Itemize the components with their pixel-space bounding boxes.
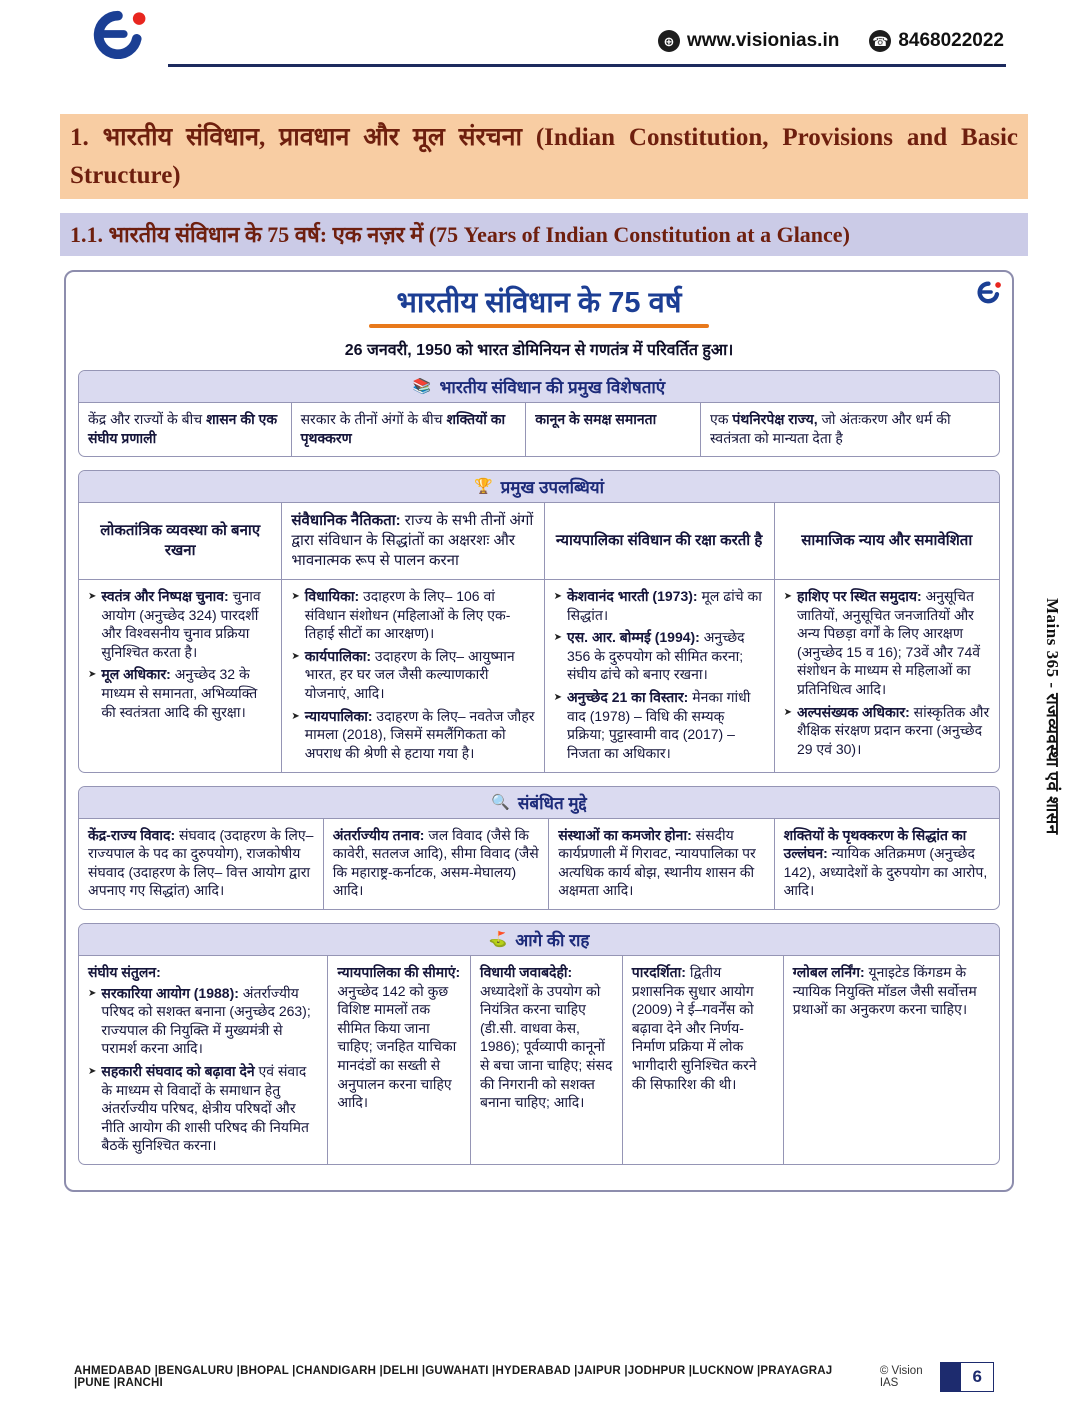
lead-text: सरकारिया आयोग (1988): — [101, 984, 243, 1001]
section-body — [79, 403, 999, 456]
body-text: मेनका गांधी वाद (1978) – विधि की सम्यक् प्रक्रिया; पुट्टास्वामी वाद (2017) – निजता का अधिकार। — [566, 689, 751, 761]
text-segment: न्यायपालिका संविधान की रक्षा करती है — [555, 532, 763, 550]
column-headers — [79, 503, 999, 580]
bullet-item — [88, 1062, 318, 1155]
bullet-item — [291, 647, 534, 703]
text-segment: एक — [709, 411, 733, 427]
info-cell — [700, 403, 999, 456]
bullet-arrow-icon: ➤ — [291, 710, 300, 722]
column-header — [544, 503, 774, 579]
bullet-arrow-icon: ➤ — [553, 591, 562, 603]
bullet-arrow-icon: ➤ — [553, 692, 562, 704]
page-footer — [74, 1362, 994, 1392]
text-segment: शासन की एक संघीय प्रणाली — [88, 411, 278, 446]
column-header-text — [556, 531, 762, 551]
bullet-text — [101, 665, 272, 721]
info-cell — [774, 819, 999, 909]
bullet-arrow-icon: ➤ — [291, 650, 300, 662]
info-cell — [544, 580, 774, 771]
lead-text: मूल अधिकार: — [101, 666, 175, 683]
body-text: अनुच्छेद 356 के दुरुपयोग को सीमित करना; संघीय ढांचे को बनाए रखना। — [566, 629, 745, 683]
section-title: संबंधित मुद्दे — [517, 793, 587, 813]
infographic — [64, 270, 1014, 1192]
lead-text: अंतर्राज्यीय तनाव: — [332, 826, 429, 843]
body-text: उदाहरण के लिए– नवतेज जौहर मामला (2018), जिसमें समलैंगिकता को अपराध की श्रेणी से हटाया गया है। — [304, 707, 535, 761]
column-header-text — [801, 531, 972, 551]
lead-text: विधायी जवाबदेही: — [479, 963, 573, 980]
info-cell — [79, 956, 327, 1164]
text-segment: जो अंतःकरण और धर्म की स्वतंत्रता को मान्यता देता है — [709, 411, 951, 446]
body-text: अनुच्छेद 32 के माध्यम से समानता, अभिव्यक्ति की स्वतंत्रता आदि की सुरक्षा। — [101, 666, 258, 720]
body-text: एवं संवाद के माध्यम से विवादों के समाधान हेतु अंतर्राज्यीय परिषद, क्षेत्रीय परिषदों और नीति आयोग की शासी परिषद की नियमित बैठकें सुनिश्चित करना। — [101, 1063, 309, 1154]
visionias-logo-mark — [86, 8, 148, 60]
bullet-item — [88, 665, 272, 721]
bullet-text — [797, 587, 990, 699]
body-text: सांस्कृतिक और शैक्षिक संरक्षण प्रदान करना (अनुच्छेद 29 एवं 30)। — [796, 703, 990, 757]
text-segment: केंद्र और राज्यों के बीच — [88, 411, 207, 427]
info-cell — [783, 956, 999, 1164]
section-wayforward — [78, 923, 1000, 1165]
info-cell — [548, 819, 773, 909]
info-cell — [622, 956, 783, 1164]
body-text: अंतर्राज्यीय परिषद को सशक्त बनाना (अनुच्छेद 263); राज्यपाल की नियुक्ति में मुख्यमंत्री से परामर्श करना आदि। — [101, 984, 311, 1057]
section-header-issues — [79, 787, 999, 819]
header-rule — [168, 64, 1006, 67]
bullet-item — [88, 984, 318, 1058]
text-segment: शक्तियों का पृथक्करण — [300, 411, 506, 446]
page-number-accent — [941, 1363, 961, 1391]
info-cell — [281, 580, 543, 771]
column-header — [79, 503, 281, 579]
phone-item — [869, 30, 1004, 52]
bullet-text — [305, 707, 535, 763]
lead-text: शक्तियों के पृथक्करण के सिद्धांत का उल्लंघन: — [783, 826, 967, 862]
cell-title: संघीय संतुलन: — [88, 963, 161, 980]
cell-text — [535, 410, 691, 429]
body-text: उदाहरण के लिए– 106 वां संविधान संशोधन (महिलाओं के लिए एक-तिहाई सीटों का आरक्षण)। — [304, 588, 511, 642]
lead-text: एस. आर. बोम्मई (1994): — [566, 629, 704, 646]
page-number-box — [940, 1362, 994, 1392]
bullet-text — [101, 984, 318, 1058]
visionias-logo — [86, 8, 148, 65]
text-segment: सरकार के तीनों अंगों के बीच — [300, 411, 447, 427]
info-cell — [327, 956, 470, 1164]
section-body — [79, 580, 999, 771]
flag-icon: ⛳ — [488, 930, 508, 948]
website-item — [658, 30, 839, 52]
bullet-item — [291, 587, 534, 643]
text-segment: पंथनिरपेक्ष राज्य, — [732, 411, 818, 427]
lead-text: न्यायपालिका की सीमाएं: — [337, 963, 461, 980]
bullet-item — [784, 587, 990, 699]
cell-text — [88, 826, 314, 900]
info-cell — [470, 956, 622, 1164]
body-text: संसदीय कार्यप्रणाली में गिरावट, न्यायपालिका पर अत्यधिक कार्य बोझ, स्थानीय शासन की अक्षमता आदि। — [558, 826, 756, 899]
trophy-icon: 🏆 — [473, 478, 493, 496]
section-header-features — [79, 371, 999, 403]
bullet-item — [291, 707, 534, 763]
text-segment: लोकतांत्रिक व्यवस्था को बनाए रखना — [100, 522, 261, 560]
bullet-text — [101, 587, 272, 661]
column-header-text — [88, 521, 272, 561]
info-cell — [79, 403, 291, 456]
section-issues — [78, 786, 1000, 910]
page-header — [0, 0, 1088, 74]
visionias-corner-logo — [974, 280, 1002, 309]
lead-text: ग्लोबल लर्निंग: — [792, 963, 869, 980]
body-text: अनुसूचित जातियों, अनुसूचित जनजातियों और अन्य पिछड़ा वर्गों के लिए आरक्षण (अनुच्छेद 15 व 16); 73वें और 74वें संशोधन के माध्यम से महिलाओं का प्रतिनिधित्व आदि। — [796, 588, 981, 698]
column-header — [774, 503, 999, 579]
bullet-text — [567, 628, 765, 684]
bullet-item — [88, 587, 272, 661]
footer-copyright: © Vision IAS — [879, 1365, 923, 1389]
section-body — [79, 819, 999, 909]
text-segment: संवैधानिक नैतिकता: — [291, 512, 405, 530]
info-cell — [774, 580, 999, 771]
info-cell — [79, 819, 323, 909]
section-achievements — [78, 470, 1000, 772]
section-heading-1: 1. भारतीय संविधान, प्रावधान और मूल संरचना (Indian Constitution, Provisions and Basic Structure) — [60, 114, 1028, 199]
books-icon: 📚 — [412, 378, 432, 395]
cell-text — [337, 963, 461, 1112]
contact-info — [658, 30, 1004, 52]
text-segment: राज्य के सभी तीनों अंगों द्वारा संविधान के सिद्धांतों का अक्षरशः और भावनात्मक रूप से पालन करना — [291, 512, 534, 570]
body-text: न्यायिक अतिक्रमण (अनुच्छेद 142), अध्यादेशों के दुरुपयोग का आरोप, आदि। — [783, 845, 988, 899]
cell-text — [710, 410, 990, 447]
lead-text: न्यायपालिका: — [304, 707, 377, 724]
bullet-arrow-icon: ➤ — [88, 669, 97, 681]
section-title: भारतीय संविधान की प्रमुख विशेषताएं — [439, 378, 666, 397]
bullet-text — [305, 647, 535, 703]
bullet-text — [567, 688, 765, 762]
bullet-text — [101, 1062, 318, 1155]
column-header-text — [291, 511, 534, 571]
section-heading-1-1: 1.1. भारतीय संविधान के 75 वर्ष: एक नज़र में (75 Years of Indian Constitution at a Glance) — [60, 213, 1028, 256]
infographic-sections — [78, 370, 1000, 1165]
cell-text — [88, 410, 282, 447]
bullet-arrow-icon: ➤ — [783, 591, 792, 603]
body-text: मूल ढांचे का सिद्धांत। — [566, 588, 762, 623]
lead-text: सहकारी संघवाद को बढ़ावा देने — [101, 1063, 259, 1079]
visionias-corner-logo-mark — [974, 280, 1002, 304]
info-cell — [323, 819, 548, 909]
section-header-achievements — [79, 471, 999, 503]
lead-text: केशवानंद भारती (1973): — [566, 588, 702, 605]
info-cell — [291, 403, 526, 456]
body-text: अध्यादेशों के उपयोग को नियंत्रित करना चाहिए (डी.सी. वाधवा केस, 1986); पूर्वव्यापी कानूनों से बचा जाना चाहिए; संसद की निगरानी को सशक्त बनाना चाहिए; आदि। — [479, 982, 613, 1111]
body-text: जल विवाद (जैसे कि कावेरी, सतलज आदि), सीमा विवाद (जैसे कि महाराष्ट्र-कर्नाटक, असम-मेघालय) आदि। — [332, 826, 539, 899]
cell-text — [793, 963, 990, 1019]
body-text: अनुच्छेद 142 को कुछ विशिष्ट मामलों तक सीमित किया जाना चाहिए; जनहित याचिका मानदंडों का सख्ती से अनुपालन करना चाहिए आदि। — [337, 982, 457, 1111]
bullet-text — [797, 703, 990, 759]
body-text: उदाहरण के लिए– आयुष्मान भारत, हर घर जल जैसी कल्याणकारी योजनाएं, आदि। — [304, 647, 515, 702]
body-text: द्वितीय प्रशासनिक सुधार आयोग (2009) ने ई–गवर्नेंस को बढ़ावा देने और निर्णय-निर्माण प्रक्रिया में लोक भागीदारी सुनिश्चित करने की सिफारिश की थी। — [631, 963, 757, 1092]
bullet-arrow-icon: ➤ — [88, 591, 97, 603]
lead-text: अनुच्छेद 21 का विस्तार: — [566, 689, 693, 706]
phone-icon: ☎ — [869, 30, 891, 52]
section-body — [79, 956, 999, 1164]
website-text: www.visionias.in — [686, 30, 840, 51]
section-features — [78, 370, 1000, 457]
text-segment: कानून के समक्ष समानता — [535, 411, 657, 427]
cell-text — [333, 826, 539, 900]
bullet-item — [554, 587, 765, 624]
lead-text: केंद्र-राज्य विवाद: — [88, 826, 180, 843]
bullet-item — [554, 628, 765, 684]
bullet-arrow-icon: ➤ — [783, 706, 792, 718]
title-underline — [369, 324, 709, 328]
bullet-item — [554, 688, 765, 762]
info-cell — [525, 403, 700, 456]
phone-number: 8468022022 — [898, 30, 1004, 51]
body-text: चुनाव आयोग (अनुच्छेद 324) पारदर्शी और विश्वसनीय चुनाव प्रक्रिया सुनिश्चित करता है। — [101, 588, 261, 660]
body-text: यूनाइटेड किंगडम के न्यायिक नियुक्ति मॉडल जैसी सर्वोत्तम प्रथाओं का अनुकरण करना चाहिए। — [792, 963, 977, 1018]
infographic-title: भारतीय संविधान के 75 वर्ष — [396, 287, 682, 319]
section-title: प्रमुख उपलब्धियां — [500, 478, 605, 498]
globe-icon: ⊕ — [658, 30, 680, 52]
bullet-arrow-icon: ➤ — [291, 591, 300, 603]
side-label: Mains 365 - राजव्यवस्था एवं शासन — [1043, 598, 1062, 835]
bullet-arrow-icon: ➤ — [88, 987, 97, 999]
bullet-text — [567, 587, 765, 624]
footer-cities: AHMEDABAD |BENGALURU |BHOPAL |CHANDIGARH |DELHI |GUWAHATI |HYDERABAD |JAIPUR |JODHPUR |LUCKNOW |PRAYAGRAJ |PUNE |RANCHI — [74, 1365, 833, 1389]
lead-text: संस्थाओं का कमजोर होना: — [558, 826, 696, 843]
cell-text — [301, 410, 517, 447]
bullet-text — [305, 587, 535, 643]
lead-text: स्वतंत्र और निष्पक्ष चुनाव: — [101, 588, 233, 605]
cell-text — [558, 826, 764, 900]
lead-text: अल्पसंख्यक अधिकार: — [796, 703, 914, 720]
infographic-subtitle: 26 जनवरी, 1950 को भारत डोमिनियन से गणतंत्र में परिवर्तित हुआ। — [344, 342, 734, 359]
bullet-arrow-icon: ➤ — [553, 632, 562, 644]
magnifier-icon: 🔍 — [491, 793, 510, 811]
cell-text — [632, 963, 774, 1093]
text-segment: सामाजिक न्याय और समावेशिता — [801, 532, 973, 550]
cell-text — [784, 826, 990, 900]
lead-text: हाशिए पर स्थित समुदाय: — [796, 588, 926, 605]
section-title: आगे की राह — [515, 930, 590, 950]
cell-text — [480, 963, 613, 1112]
body-text: संघवाद (उदाहरण के लिए– राज्यपाल के पद का दुरुपयोग), राजकोषीय संघवाद (उदाहरण के लिए– वित्त आयोग द्वारा अपनाए गए सिद्धांत) आदि। — [88, 826, 314, 899]
lead-text: विधायिका: — [304, 588, 364, 605]
page-number: 6 — [961, 1363, 993, 1391]
bullet-arrow-icon: ➤ — [88, 1066, 97, 1077]
info-cell — [79, 580, 281, 771]
bullet-item — [784, 703, 990, 759]
section-header-wayforward — [79, 924, 999, 956]
column-header — [281, 503, 543, 579]
lead-text: कार्यपालिका: — [304, 647, 375, 664]
lead-text: पारदर्शिता: — [631, 963, 690, 980]
